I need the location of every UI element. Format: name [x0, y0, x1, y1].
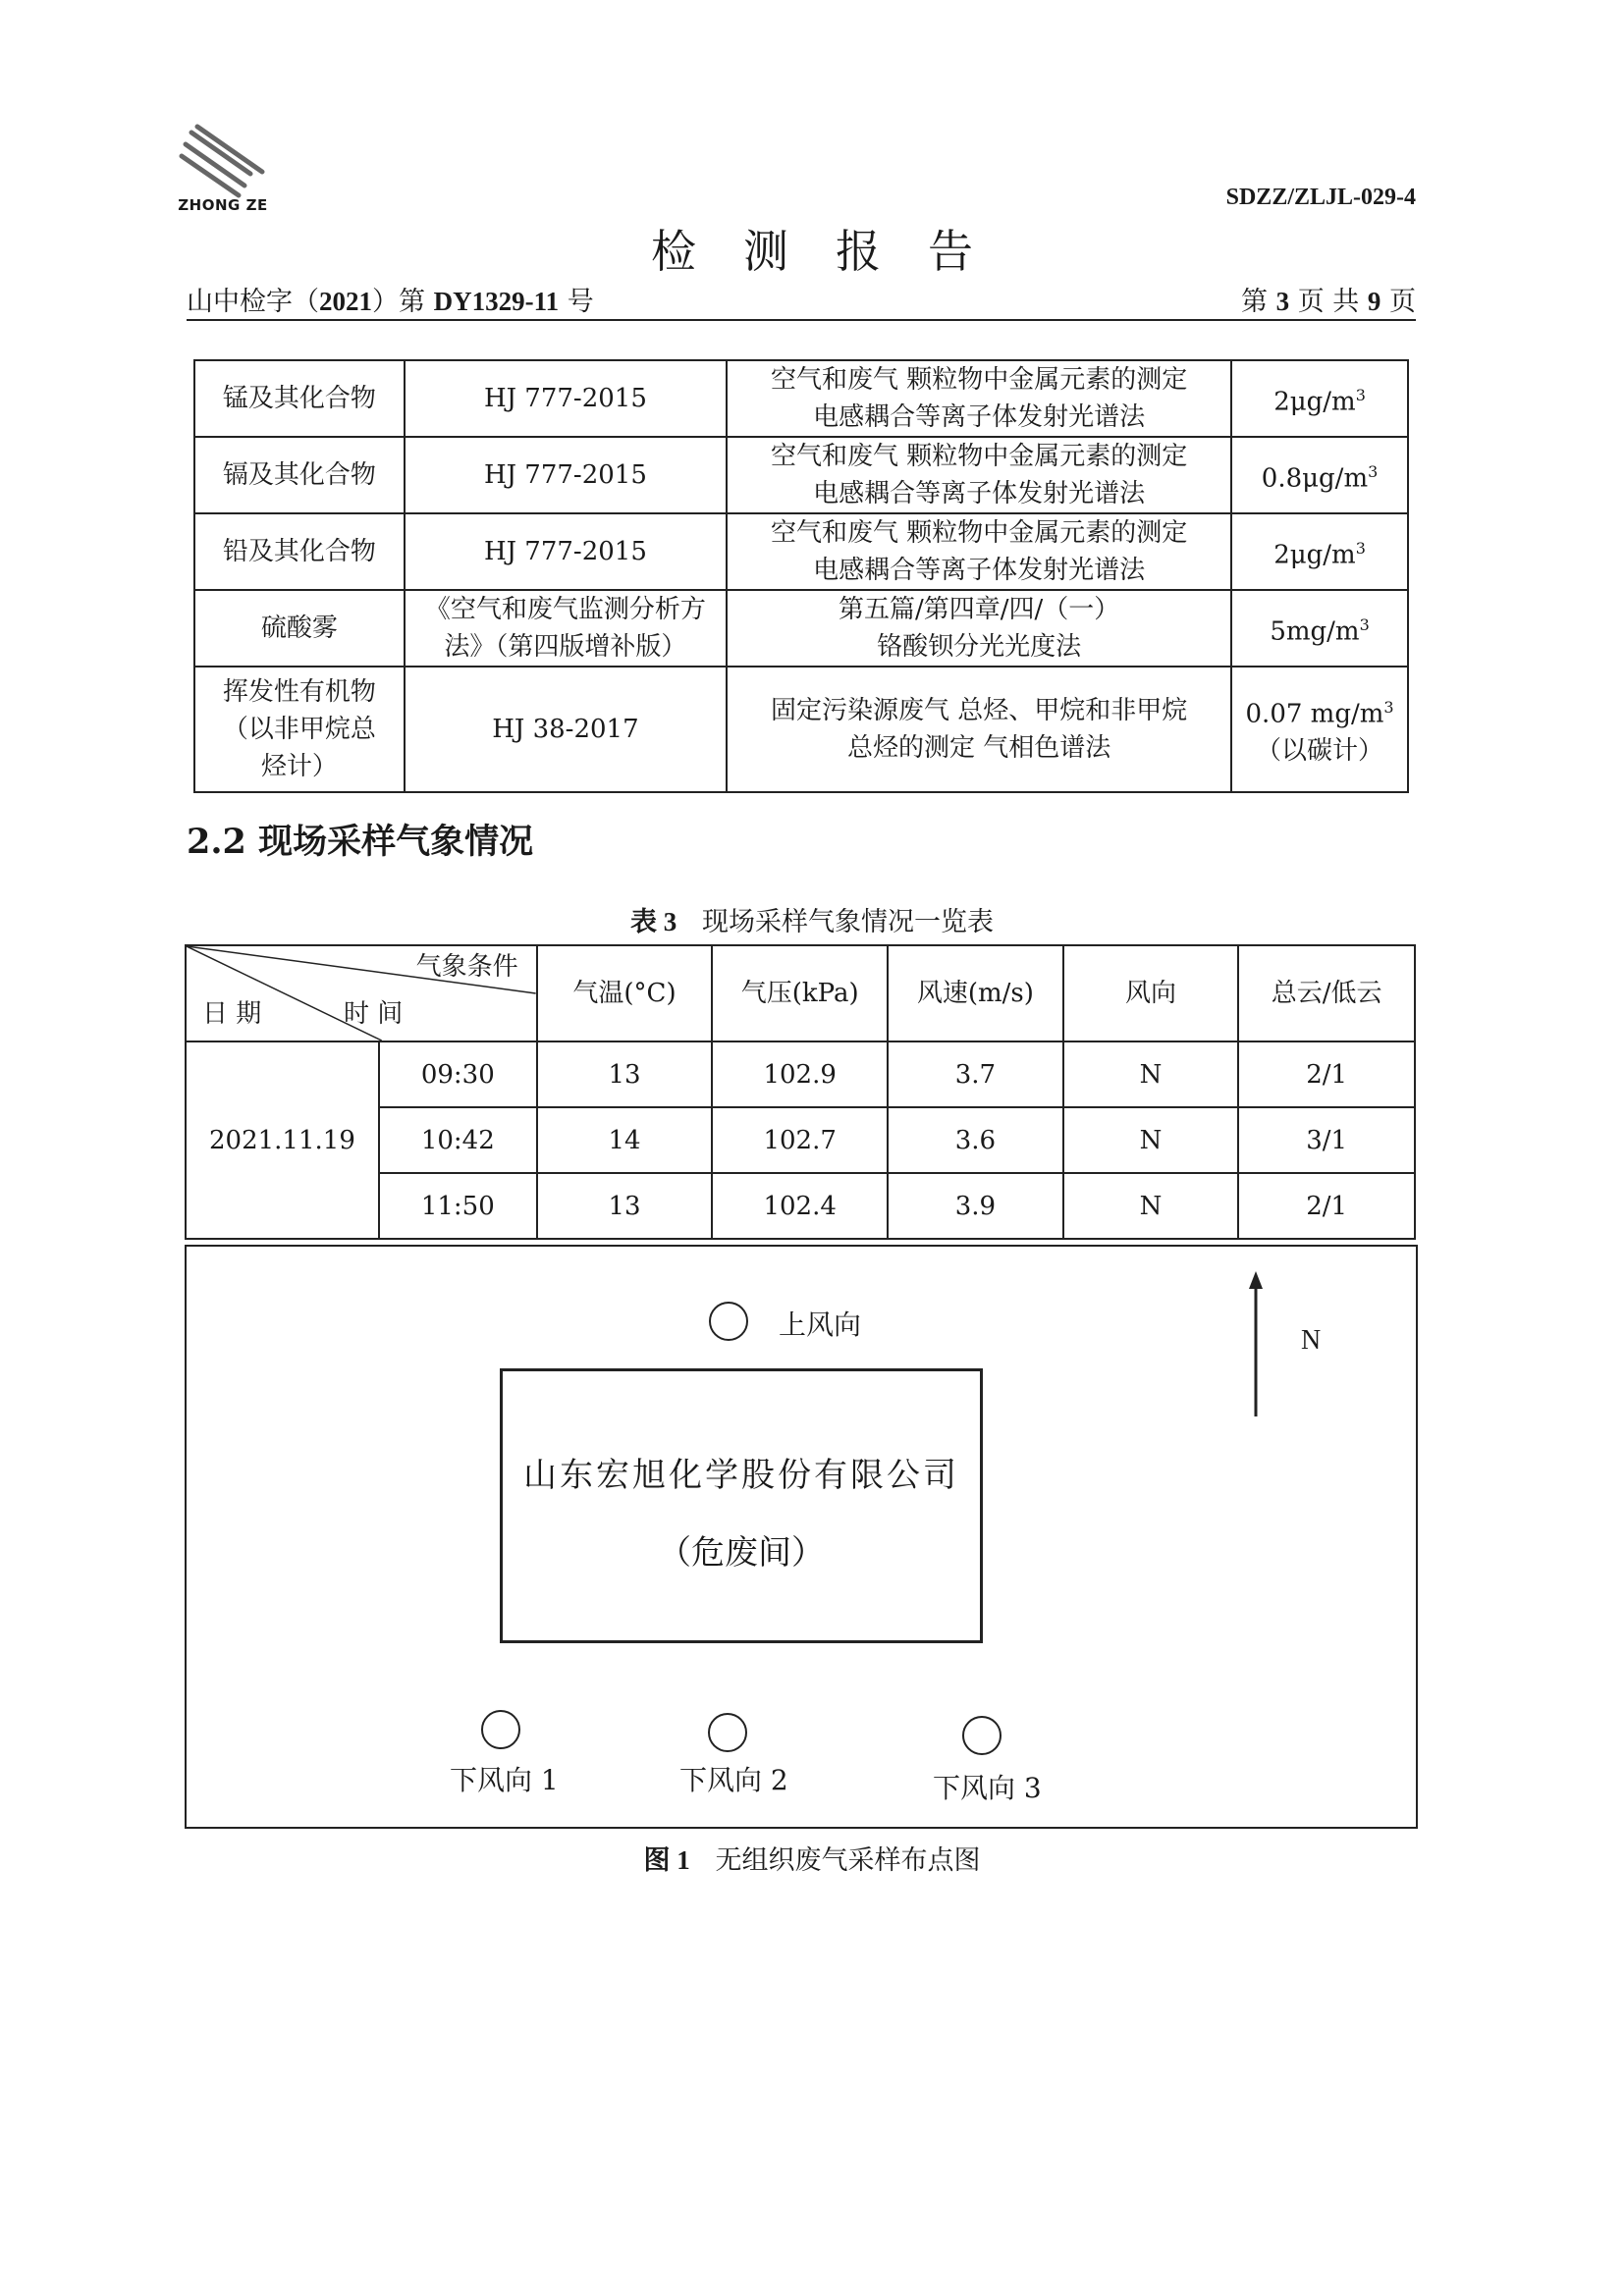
- limit-cell: $0.8\mu g/m^3$: [1231, 437, 1408, 513]
- standard-cell: HJ 777-2015: [405, 437, 727, 513]
- standard-cell: 《空气和废气监测分析方法》（第四版增补版）: [405, 590, 727, 667]
- time-cell: 09:30: [379, 1041, 537, 1107]
- method-cell: 空气和废气 颗粒物中金属元素的测定 电感耦合等离子体发射光谱法: [727, 437, 1231, 513]
- column-header: 气温(°C): [537, 945, 713, 1041]
- wind-direction-cell: N: [1063, 1107, 1239, 1173]
- limit-cell: 0.07 $mg/m^3$ （以碳计）: [1231, 667, 1408, 792]
- table-caption: 表 3 现场采样气象情况一览表: [630, 907, 994, 937]
- downwind-1-label: 下风向 1: [450, 1764, 559, 1796]
- table-row: [194, 667, 1408, 792]
- logo-text: ZHONG ZE: [178, 196, 268, 214]
- table-row: [194, 360, 1408, 437]
- downwind-3-label: 下风向 3: [933, 1772, 1042, 1804]
- method-cell: 第五篇/第四章/四/（一） 铬酸钡分光光度法: [727, 590, 1231, 667]
- figure-caption: 图 1 无组织废气采样布点图: [643, 1845, 981, 1876]
- company-name: 山东宏旭化学股份有限公司: [523, 1456, 959, 1495]
- cloud-cell: 2/1: [1238, 1173, 1415, 1239]
- column-header: 风速(m/s): [888, 945, 1063, 1041]
- limit-cell: $5mg/m^3$: [1231, 590, 1408, 667]
- corner-label-time: 时 间: [344, 999, 404, 1029]
- downwind-2-label: 下风向 2: [679, 1764, 788, 1796]
- item-cell: 硫酸雾: [194, 590, 405, 667]
- document-code: SDZZ/ZLJL-029-4: [1225, 185, 1416, 210]
- time-cell: 11:50: [379, 1173, 537, 1239]
- wind-direction-cell: N: [1063, 1041, 1239, 1107]
- corner-label-weather: 气象条件: [415, 952, 518, 982]
- method-cell: 空气和废气 颗粒物中金属元素的测定 电感耦合等离子体发射光谱法: [727, 360, 1231, 437]
- pressure-cell: 102.4: [712, 1173, 888, 1239]
- item-cell: 镉及其化合物: [194, 437, 405, 513]
- temp-cell: 14: [537, 1107, 713, 1173]
- downwind-3-marker: [962, 1716, 1001, 1755]
- standard-cell: HJ 38-2017: [405, 667, 727, 792]
- weather-table: [185, 944, 1416, 1240]
- upwind-point-marker: [709, 1302, 748, 1341]
- date-cell: 2021.11.19: [186, 1041, 379, 1239]
- north-label: N: [1301, 1325, 1322, 1356]
- time-cell: 10:42: [379, 1107, 537, 1173]
- column-header: 风向: [1063, 945, 1239, 1041]
- method-cell: 空气和废气 颗粒物中金属元素的测定 电感耦合等离子体发射光谱法: [727, 513, 1231, 590]
- corner-label-date: 日 期: [202, 999, 262, 1029]
- page-title: 检测报告: [651, 225, 1020, 278]
- table-row: [194, 437, 1408, 513]
- item-cell: 锰及其化合物: [194, 360, 405, 437]
- table-header-row: [186, 945, 1415, 1041]
- north-arrow-icon: [1249, 1271, 1263, 1416]
- wind-speed-cell: 3.7: [888, 1041, 1063, 1107]
- downwind-1-marker: [481, 1710, 520, 1749]
- report-number: 山中检字（2021）第 DY1329-11 号: [187, 287, 594, 317]
- limit-cell: $2\mu g/m^3$: [1231, 360, 1408, 437]
- table-row: [186, 1041, 1415, 1107]
- cloud-cell: 2/1: [1238, 1041, 1415, 1107]
- item-cell: 挥发性有机物（以非甲烷总烃计）: [194, 667, 405, 792]
- wind-speed-cell: 3.6: [888, 1107, 1063, 1173]
- page-indicator: 第 3 页 共 9 页: [1241, 287, 1416, 317]
- limit-cell: $2\mu g/m^3$: [1231, 513, 1408, 590]
- pressure-cell: 102.9: [712, 1041, 888, 1107]
- standard-cell: HJ 777-2015: [405, 360, 727, 437]
- item-cell: 铅及其化合物: [194, 513, 405, 590]
- method-table: [193, 359, 1409, 793]
- section-heading: 2.2 现场采样气象情况: [187, 822, 534, 862]
- column-header: 总云/低云: [1238, 945, 1415, 1041]
- table-row: [194, 513, 1408, 590]
- downwind-2-marker: [708, 1713, 747, 1752]
- wind-speed-cell: 3.9: [888, 1173, 1063, 1239]
- upwind-label: 上风向: [779, 1308, 862, 1341]
- corner-header-cell: [186, 945, 537, 1041]
- cloud-cell: 3/1: [1238, 1107, 1415, 1173]
- pressure-cell: 102.7: [712, 1107, 888, 1173]
- standard-cell: HJ 777-2015: [405, 513, 727, 590]
- header-rule: [187, 319, 1416, 321]
- company-building: [500, 1368, 983, 1643]
- column-header: 气压(kPa): [712, 945, 888, 1041]
- table-row: [194, 590, 1408, 667]
- temp-cell: 13: [537, 1173, 713, 1239]
- wind-direction-cell: N: [1063, 1173, 1239, 1239]
- temp-cell: 13: [537, 1041, 713, 1107]
- method-cell: 固定污染源废气 总烃、甲烷和非甲烷 总烃的测定 气相色谱法: [727, 667, 1231, 792]
- facility-name: （危废间）: [658, 1533, 825, 1573]
